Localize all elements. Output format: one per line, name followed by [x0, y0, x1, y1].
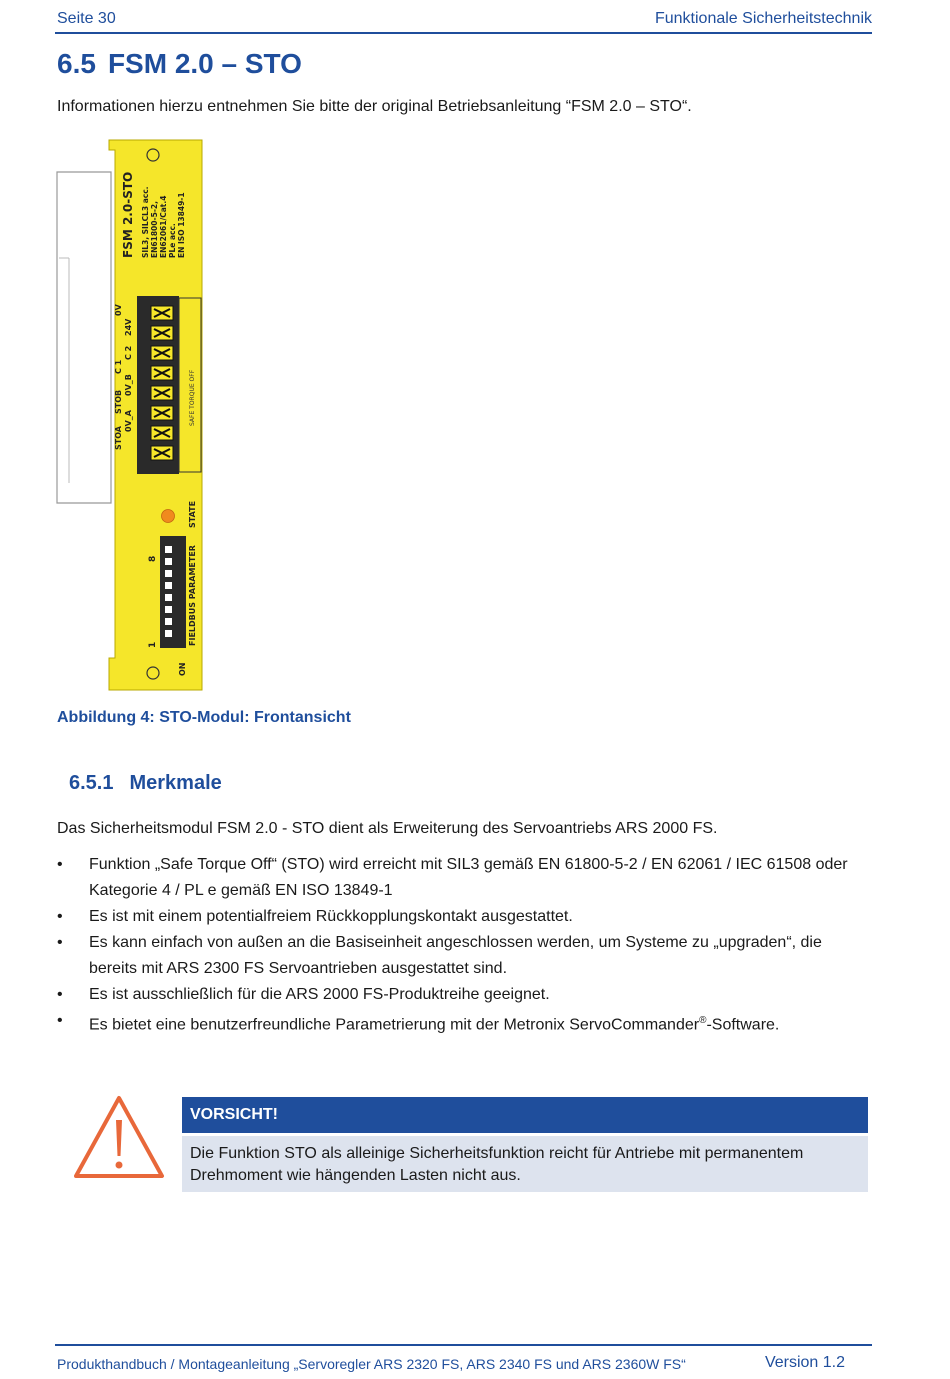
dip-switch-lever	[165, 630, 172, 637]
sto-module-figure	[55, 138, 205, 694]
terminal-screw	[151, 346, 173, 360]
list-item-text: Es bietet eine benutzerfreundliche Parametrierung mit der Metronix ServoCommander	[89, 1016, 700, 1034]
terminal-screw	[151, 366, 173, 380]
module-spec-line: SIL3, SILCL3 acc.	[141, 186, 150, 258]
dip-8-label: 8	[148, 555, 158, 562]
dip-switch-lever	[165, 546, 172, 553]
terminal-screw	[151, 406, 173, 420]
terminal-label: 0V_B	[124, 374, 133, 396]
footer-document-title: Produkthandbuch / Montageanleitung „Servoregler ARS 2320 FS, ARS 2340 FS und ARS 2360W FS“	[57, 1356, 686, 1372]
terminal-label: STOB	[114, 389, 123, 414]
dip-switch-lever	[165, 558, 172, 565]
warning-title: VORSICHT!	[182, 1097, 868, 1133]
header-rule	[55, 32, 872, 34]
dip-switch-lever	[165, 594, 172, 601]
dip-switch-lever	[165, 618, 172, 625]
list-item: • Es kann einfach von außen an die Basiseinheit angeschlossen werden, um Systeme zu „upgraden“, die bereits mit ARS 2300 FS Servoantrieben ausgestattet sind.	[57, 930, 857, 982]
footer-version: Version 1.2	[764, 1354, 845, 1371]
module-spec-line: EN ISO 13849-1	[177, 192, 186, 258]
dip-switch-lever	[165, 606, 172, 613]
terminal-screw	[151, 386, 173, 400]
dip-switch-lever	[165, 570, 172, 577]
module-title: FSM 2.0-STO	[121, 171, 135, 258]
list-item: • Es ist ausschließlich für die ARS 2000 FS-Produktreihe geeignet.	[57, 982, 857, 1008]
subsection-number: 6.5.1	[69, 772, 114, 794]
list-item: • Funktion „Safe Torque Off“ (STO) wird erreicht mit SIL3 gemäß EN 61800-5-2 / EN 62061 / IEC 61508 oder Kategorie 4 / PL e gemäß EN ISO 13849-1	[57, 852, 857, 904]
warning-triangle-icon	[72, 1094, 166, 1180]
figure-caption: Abbildung 4: STO-Modul: Frontansicht	[57, 709, 351, 726]
section-heading	[57, 48, 302, 80]
header-section-title: Funktionale Sicherheitstechnik	[654, 10, 872, 27]
dip-switch	[160, 536, 186, 648]
connector-side-label: SAFE TORQUE OFF	[189, 369, 196, 426]
state-label: STATE	[188, 500, 197, 528]
terminal-label: 24V	[124, 318, 133, 336]
list-item	[57, 1008, 857, 1038]
terminal-label: C 1	[114, 359, 123, 374]
warning-text: Die Funktion STO als alleinige Sicherheitsfunktion reicht für Antriebe mit permanentem Drehmoment wie hängenden Lasten nicht aus.	[182, 1136, 868, 1192]
module-spec-line: EN62061/Cat.4	[159, 195, 168, 258]
subsection-heading	[69, 772, 222, 795]
subsection-paragraph: Das Sicherheitsmodul FSM 2.0 - STO dient als Erweiterung des Servoantriebs ARS 2000 FS.	[57, 820, 718, 837]
registered-mark: ®	[699, 1015, 707, 1026]
terminal-label: 0V_A	[124, 410, 133, 432]
module-spec-line: PLe acc.	[168, 223, 177, 258]
module-spec-line: EN61800-5-2,	[150, 200, 159, 258]
terminal-label: 0V	[114, 304, 123, 316]
footer-rule	[55, 1344, 872, 1346]
list-item-text-end: -Software.	[706, 1016, 780, 1034]
terminal-screw	[151, 446, 173, 460]
terminal-label: STOA	[114, 426, 123, 450]
page-number: Seite 30	[57, 10, 116, 27]
section-number: 6.5	[57, 48, 96, 79]
section-title: FSM 2.0 – STO	[107, 48, 302, 79]
terminal-screw	[151, 326, 173, 340]
section-intro: Informationen hierzu entnehmen Sie bitte der original Betriebsanleitung “FSM 2.0 – STO“.	[57, 98, 692, 115]
dip-on-label: ON	[178, 662, 187, 676]
terminal-screw	[151, 306, 173, 320]
terminal-label: C 2	[124, 345, 133, 360]
dip-switch-lever	[165, 582, 172, 589]
dip-label: FIELDBUS PARAMETER	[188, 545, 197, 646]
subsection-title: Merkmale	[129, 772, 222, 794]
list-item: • Es ist mit einem potentialfreiem Rückkopplungskontakt ausgestattet.	[57, 904, 857, 930]
page-header	[57, 8, 872, 32]
feature-list	[57, 852, 857, 1038]
state-led	[162, 510, 175, 523]
terminal-screw	[151, 426, 173, 440]
dip-1-label: 1	[148, 641, 158, 648]
